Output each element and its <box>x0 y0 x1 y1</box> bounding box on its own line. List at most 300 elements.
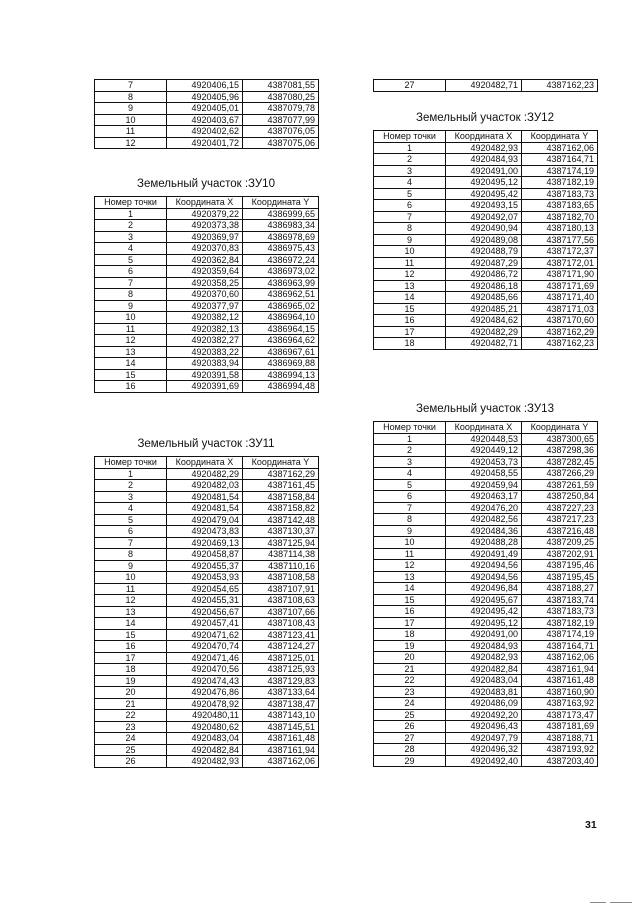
table-row <box>374 663 598 675</box>
point-number: 9 <box>95 560 167 572</box>
point-number: 7 <box>374 211 446 223</box>
point-number: 20 <box>95 687 167 699</box>
coord-y: 4387203,40 <box>522 755 598 767</box>
coord-y: 4387079,78 <box>243 103 319 115</box>
table-row <box>374 491 598 503</box>
point-number: 7 <box>374 502 446 514</box>
coord-y: 4387075,06 <box>243 137 319 149</box>
table-row <box>374 315 598 327</box>
coord-y: 4387202,91 <box>522 548 598 560</box>
coord-x: 4920455,37 <box>167 560 243 572</box>
column-header: Координата X <box>167 457 243 469</box>
coord-y: 4387125,94 <box>243 537 319 549</box>
table-row <box>374 445 598 457</box>
point-number: 15 <box>374 303 446 315</box>
table-row <box>374 200 598 212</box>
point-number: 10 <box>374 537 446 549</box>
coord-x: 4920476,20 <box>446 502 522 514</box>
table-row <box>374 560 598 572</box>
coord-y: 4386964,62 <box>243 335 319 347</box>
coord-y: 4387162,06 <box>522 652 598 664</box>
coord-y: 4387174,19 <box>522 629 598 641</box>
coord-y: 4387161,94 <box>243 744 319 756</box>
table-row <box>95 254 319 266</box>
point-number: 26 <box>374 721 446 733</box>
point-number: 19 <box>374 640 446 652</box>
coord-x: 4920362,84 <box>167 254 243 266</box>
coord-y: 4386978,69 <box>243 231 319 243</box>
point-number: 11 <box>95 583 167 595</box>
table-row <box>374 698 598 710</box>
coord-y: 4387173,47 <box>522 709 598 721</box>
point-number: 1 <box>374 433 446 445</box>
point-number: 23 <box>374 686 446 698</box>
table-row <box>374 80 598 92</box>
coord-y: 4387170,60 <box>522 315 598 327</box>
table-row <box>95 641 319 653</box>
section-heading: Земельный участок :ЗУ13 <box>416 403 554 415</box>
column-header: Координата X <box>446 131 522 143</box>
coord-y: 4387300,65 <box>522 433 598 445</box>
table-row <box>374 721 598 733</box>
coord-y: 4387171,03 <box>522 303 598 315</box>
table-row <box>95 744 319 756</box>
table-row <box>95 733 319 745</box>
coord-x: 4920405,96 <box>167 91 243 103</box>
coord-y: 4387080,25 <box>243 91 319 103</box>
table-row <box>374 640 598 652</box>
coord-x: 4920358,25 <box>167 277 243 289</box>
table-row <box>374 514 598 526</box>
point-number: 14 <box>95 358 167 370</box>
table-row <box>374 234 598 246</box>
column-header: Координата Y <box>243 457 319 469</box>
coord-y: 4386975,43 <box>243 243 319 255</box>
table-row <box>374 433 598 445</box>
table-row <box>374 292 598 304</box>
table-row <box>374 165 598 177</box>
coord-x: 4920482,84 <box>167 744 243 756</box>
coord-x: 4920497,79 <box>446 732 522 744</box>
table-row <box>95 266 319 278</box>
point-number: 25 <box>95 744 167 756</box>
table-row <box>95 103 319 115</box>
coord-y: 4387114,38 <box>243 549 319 561</box>
coord-x: 4920482,03 <box>167 480 243 492</box>
coord-x: 4920480,11 <box>167 710 243 722</box>
coord-x: 4920491,49 <box>446 548 522 560</box>
coord-x: 4920476,86 <box>167 687 243 699</box>
column-header: Номер точки <box>374 131 446 143</box>
coord-y: 4387183,73 <box>522 188 598 200</box>
coord-x: 4920496,32 <box>446 744 522 756</box>
table-row <box>374 617 598 629</box>
coord-x: 4920482,29 <box>446 326 522 338</box>
table-row <box>95 381 319 393</box>
coord-y: 4387108,58 <box>243 572 319 584</box>
table-row <box>95 243 319 255</box>
coord-x: 4920495,67 <box>446 594 522 606</box>
coord-y: 4386964,10 <box>243 312 319 324</box>
coord-x: 4920391,69 <box>167 381 243 393</box>
coord-x: 4920481,54 <box>167 503 243 515</box>
point-number: 9 <box>95 300 167 312</box>
coord-y: 4386999,65 <box>243 208 319 220</box>
coord-y: 4387183,65 <box>522 200 598 212</box>
point-number: 14 <box>374 583 446 595</box>
table-row <box>95 468 319 480</box>
point-number: 14 <box>95 618 167 630</box>
table-row <box>374 257 598 269</box>
point-number: 4 <box>95 503 167 515</box>
coord-x: 4920490,94 <box>446 223 522 235</box>
coord-x: 4920482,71 <box>446 338 522 350</box>
coord-y: 4387216,48 <box>522 525 598 537</box>
table-row <box>95 514 319 526</box>
coord-x: 4920495,42 <box>446 606 522 618</box>
point-number: 11 <box>374 548 446 560</box>
coord-x: 4920469,13 <box>167 537 243 549</box>
coord-y: 4387177,56 <box>522 234 598 246</box>
coord-y: 4387182,19 <box>522 617 598 629</box>
coord-y: 4386972,24 <box>243 254 319 266</box>
table-row <box>95 300 319 312</box>
point-number: 5 <box>374 479 446 491</box>
table-row <box>374 303 598 315</box>
coordinates-table <box>373 79 598 92</box>
coord-x: 4920463,17 <box>446 491 522 503</box>
coord-y: 4387145,51 <box>243 721 319 733</box>
table-row <box>95 369 319 381</box>
coord-x: 4920484,93 <box>446 640 522 652</box>
coord-x: 4920370,83 <box>167 243 243 255</box>
coord-y: 4387142,48 <box>243 514 319 526</box>
table-row <box>95 618 319 630</box>
coord-x: 4920458,87 <box>167 549 243 561</box>
table-row <box>95 721 319 733</box>
point-number: 13 <box>95 606 167 618</box>
coord-x: 4920484,93 <box>446 154 522 166</box>
coord-y: 4387161,45 <box>243 480 319 492</box>
coord-x: 4920471,46 <box>167 652 243 664</box>
coord-y: 4387298,36 <box>522 445 598 457</box>
coord-y: 4387161,48 <box>243 733 319 745</box>
point-number: 3 <box>95 491 167 503</box>
coord-x: 4920359,64 <box>167 266 243 278</box>
table-row <box>95 335 319 347</box>
table-row <box>95 664 319 676</box>
coord-y: 4387081,55 <box>243 80 319 92</box>
coord-x: 4920481,54 <box>167 491 243 503</box>
coord-x: 4920455,31 <box>167 595 243 607</box>
coord-x: 4920458,55 <box>446 468 522 480</box>
coord-y: 4387181,69 <box>522 721 598 733</box>
coord-y: 4387110,16 <box>243 560 319 572</box>
coord-x: 4920406,15 <box>167 80 243 92</box>
point-number: 3 <box>374 165 446 177</box>
coord-x: 4920487,29 <box>446 257 522 269</box>
point-number: 3 <box>95 231 167 243</box>
point-number: 13 <box>374 571 446 583</box>
table-row <box>374 142 598 154</box>
coord-y: 4387125,01 <box>243 652 319 664</box>
coord-y: 4387164,71 <box>522 640 598 652</box>
point-number: 23 <box>95 721 167 733</box>
coordinates-table <box>94 456 319 768</box>
point-number: 16 <box>95 381 167 393</box>
heading-zu12 <box>373 112 598 350</box>
footer-dash <box>610 902 632 903</box>
column-header: Номер точки <box>95 457 167 469</box>
table-row <box>95 560 319 572</box>
table-row <box>374 537 598 549</box>
point-number: 8 <box>374 223 446 235</box>
point-number: 28 <box>374 744 446 756</box>
point-number: 22 <box>95 710 167 722</box>
table-row <box>95 114 319 126</box>
point-number: 16 <box>374 606 446 618</box>
point-number: 7 <box>95 537 167 549</box>
coord-y: 4387160,90 <box>522 686 598 698</box>
table-row <box>95 220 319 232</box>
coordinates-table <box>373 130 598 350</box>
coord-y: 4387171,40 <box>522 292 598 304</box>
point-number: 24 <box>95 733 167 745</box>
coordinates-table <box>373 421 598 767</box>
point-number: 21 <box>95 698 167 710</box>
point-number: 25 <box>374 709 446 721</box>
coord-y: 4387217,23 <box>522 514 598 526</box>
point-number: 16 <box>95 641 167 653</box>
coord-x: 4920485,21 <box>446 303 522 315</box>
table-row <box>95 312 319 324</box>
point-number: 17 <box>374 617 446 629</box>
coord-y: 4387164,71 <box>522 154 598 166</box>
coord-y: 4387077,99 <box>243 114 319 126</box>
coord-x: 4920379,22 <box>167 208 243 220</box>
point-number: 18 <box>95 664 167 676</box>
coord-x: 4920470,74 <box>167 641 243 653</box>
point-number: 9 <box>374 234 446 246</box>
coord-x: 4920377,97 <box>167 300 243 312</box>
coord-y: 4387188,71 <box>522 732 598 744</box>
point-number: 8 <box>95 289 167 301</box>
point-number: 14 <box>374 292 446 304</box>
coord-x: 4920448,53 <box>446 433 522 445</box>
table-row <box>95 289 319 301</box>
table-row <box>374 525 598 537</box>
table-row <box>95 606 319 618</box>
coord-x: 4920373,38 <box>167 220 243 232</box>
table-row <box>374 338 598 350</box>
point-number: 19 <box>95 675 167 687</box>
point-number: 13 <box>374 280 446 292</box>
coord-y: 4387171,69 <box>522 280 598 292</box>
coord-y: 4387108,43 <box>243 618 319 630</box>
point-number: 8 <box>95 549 167 561</box>
point-number: 6 <box>95 266 167 278</box>
coord-y: 4387161,48 <box>522 675 598 687</box>
point-number: 12 <box>95 335 167 347</box>
point-number: 2 <box>374 154 446 166</box>
coord-x: 4920495,42 <box>446 188 522 200</box>
point-number: 10 <box>95 312 167 324</box>
section-heading: Земельный участок :ЗУ10 <box>137 178 275 190</box>
coord-y: 4386994,13 <box>243 369 319 381</box>
coord-x: 4920403,67 <box>167 114 243 126</box>
footer-dash <box>590 902 606 903</box>
point-number: 9 <box>95 103 167 115</box>
coord-x: 4920402,62 <box>167 126 243 138</box>
coord-y: 4387123,41 <box>243 629 319 641</box>
table-row <box>374 456 598 468</box>
table-row <box>374 548 598 560</box>
coord-y: 4387130,37 <box>243 526 319 538</box>
coord-y: 4387124,27 <box>243 641 319 653</box>
point-number: 10 <box>95 114 167 126</box>
coord-x: 4920382,27 <box>167 335 243 347</box>
table-zu11-tail <box>373 79 598 92</box>
coord-x: 4920496,84 <box>446 583 522 595</box>
coord-y: 4387171,90 <box>522 269 598 281</box>
point-number: 6 <box>95 526 167 538</box>
point-number: 8 <box>374 514 446 526</box>
point-number: 16 <box>374 315 446 327</box>
coord-x: 4920483,04 <box>167 733 243 745</box>
coord-y: 4387182,19 <box>522 177 598 189</box>
table-row <box>95 503 319 515</box>
coord-x: 4920495,12 <box>446 177 522 189</box>
table-row <box>374 479 598 491</box>
coord-x: 4920496,43 <box>446 721 522 733</box>
column-header: Координата Y <box>522 131 598 143</box>
coord-x: 4920370,60 <box>167 289 243 301</box>
table-row <box>374 571 598 583</box>
coord-y: 4387282,45 <box>522 456 598 468</box>
heading-zu10 <box>94 178 319 393</box>
point-number: 12 <box>374 560 446 572</box>
point-number: 27 <box>374 732 446 744</box>
coord-x: 4920488,79 <box>446 246 522 258</box>
coord-x: 4920483,81 <box>446 686 522 698</box>
coord-x: 4920482,71 <box>446 80 522 92</box>
column-header: Номер точки <box>374 422 446 434</box>
table-row <box>95 710 319 722</box>
coord-x: 4920369,97 <box>167 231 243 243</box>
point-number: 11 <box>95 323 167 335</box>
coord-x: 4920449,12 <box>446 445 522 457</box>
coord-x: 4920453,73 <box>446 456 522 468</box>
coord-x: 4920473,83 <box>167 526 243 538</box>
point-number: 29 <box>374 755 446 767</box>
coord-y: 4387076,05 <box>243 126 319 138</box>
table-row <box>374 675 598 687</box>
coord-y: 4387195,46 <box>522 560 598 572</box>
coord-x: 4920495,12 <box>446 617 522 629</box>
table-row <box>374 154 598 166</box>
point-number: 5 <box>374 188 446 200</box>
table-row <box>95 652 319 664</box>
table-row <box>374 502 598 514</box>
coord-x: 4920494,56 <box>446 560 522 572</box>
coord-y: 4387227,23 <box>522 502 598 514</box>
coord-x: 4920485,66 <box>446 292 522 304</box>
table-row <box>95 231 319 243</box>
coord-y: 4387162,29 <box>522 326 598 338</box>
point-number: 18 <box>374 629 446 641</box>
point-number: 20 <box>374 652 446 664</box>
coord-x: 4920478,92 <box>167 698 243 710</box>
coord-y: 4387129,83 <box>243 675 319 687</box>
point-number: 26 <box>95 756 167 768</box>
table-row <box>95 323 319 335</box>
coord-x: 4920486,09 <box>446 698 522 710</box>
coord-y: 4387209,25 <box>522 537 598 549</box>
point-number: 7 <box>95 80 167 92</box>
table-row <box>374 755 598 767</box>
point-number: 21 <box>374 663 446 675</box>
point-number: 12 <box>374 269 446 281</box>
point-number: 1 <box>374 142 446 154</box>
coord-y: 4387161,94 <box>522 663 598 675</box>
coord-x: 4920383,22 <box>167 346 243 358</box>
coord-y: 4387162,23 <box>522 80 598 92</box>
coord-x: 4920483,04 <box>446 675 522 687</box>
coord-x: 4920382,13 <box>167 323 243 335</box>
table-row <box>95 137 319 149</box>
table-row <box>374 211 598 223</box>
table-row <box>95 80 319 92</box>
table-row <box>374 629 598 641</box>
coord-y: 4387193,92 <box>522 744 598 756</box>
table-row <box>95 629 319 641</box>
coord-y: 4387162,06 <box>522 142 598 154</box>
table-row <box>95 537 319 549</box>
point-number: 24 <box>374 698 446 710</box>
table-row <box>95 583 319 595</box>
table-row <box>95 91 319 103</box>
table-row <box>374 732 598 744</box>
coord-x: 4920491,00 <box>446 165 522 177</box>
point-number: 3 <box>374 456 446 468</box>
table-row <box>95 346 319 358</box>
coord-y: 4387172,37 <box>522 246 598 258</box>
coord-y: 4387182,70 <box>522 211 598 223</box>
table-header <box>95 197 319 209</box>
table-row <box>374 709 598 721</box>
point-number: 4 <box>374 177 446 189</box>
table-row <box>374 177 598 189</box>
coord-y: 4387180,13 <box>522 223 598 235</box>
table-row <box>374 606 598 618</box>
section-heading: Земельный участок :ЗУ12 <box>416 112 554 124</box>
point-number: 8 <box>95 91 167 103</box>
column-header: Координата X <box>446 422 522 434</box>
coord-x: 4920453,93 <box>167 572 243 584</box>
coord-y: 4386994,48 <box>243 381 319 393</box>
page-number: 31 <box>585 819 597 831</box>
point-number: 5 <box>95 254 167 266</box>
coord-y: 4387261,59 <box>522 479 598 491</box>
coord-y: 4386963,99 <box>243 277 319 289</box>
coord-x: 4920484,62 <box>446 315 522 327</box>
coord-x: 4920480,62 <box>167 721 243 733</box>
point-number: 6 <box>374 200 446 212</box>
coord-x: 4920391,58 <box>167 369 243 381</box>
table-row <box>95 572 319 584</box>
table-row <box>95 687 319 699</box>
coordinates-table <box>94 79 319 149</box>
